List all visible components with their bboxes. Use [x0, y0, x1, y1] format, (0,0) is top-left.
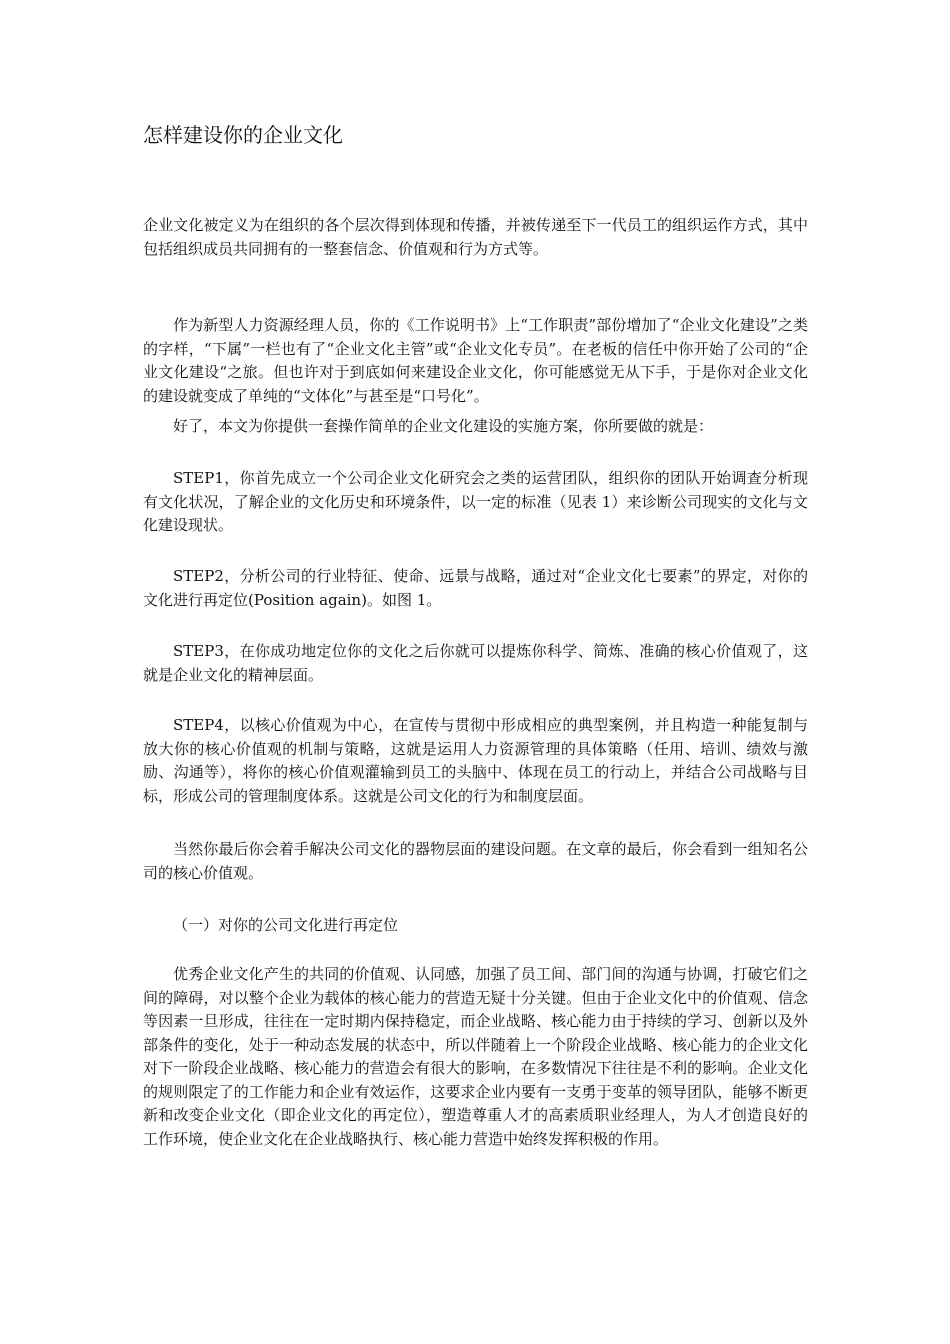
paragraph-intro: 好了，本文为你提供一套操作简单的企业文化建设的实施方案，你所要做的就是：: [173, 417, 714, 435]
document-title: 怎样建设你的企业文化: [143, 123, 343, 147]
section-heading: （一）对你的公司文化进行再定位: [173, 916, 399, 934]
paragraph-step2: STEP2，分析公司的行业特征、使命、远景与战略，通过对“企业文化七要素”的界定，对你的文化进行再定位(Position again)。如图 1。: [143, 567, 808, 609]
paragraph-conclusion: 当然你最后你会着手解决公司文化的器物层面的建设问题。在文章的最后，你会看到一组知名公司的核心价值观。: [143, 840, 808, 882]
paragraph-step3: STEP3，在你成功地定位你的文化之后你就可以提炼你科学、简炼、准确的核心价值观了，这就是企业文化的精神层面。: [143, 642, 808, 684]
paragraph-repositioning: 优秀企业文化产生的共同的价值观、认同感，加强了员工间、部门间的沟通与协调，打破它们之间的障碍，对以整个企业为载体的核心能力的营造无疑十分关键。但由于企业文化中的价值观、信念等因素一旦形成，往往在一定时期内保持稳定，而企业战略、核心能力由于持续的学习、创新以及外部条件的变化，处于一种动态发展的状态中，所以伴随着上一个阶段企业战略、核心能力的企业文化对下一阶段企业战略、核心能力的营造会有很大的影响，在多数情况下往往是不利的影响。企业文化的规则限定了的工作能力和企业有效运作，这要求企业内要有一支勇于变革的领导团队，能够不断更新和改变企业文化（即企业文化的再定位），塑造尊重人才的高素质职业经理人，为人才创造良好的工作环境，使企业文化在企业战略执行、核心能力营造中始终发挥积极的作用。: [143, 965, 808, 1148]
paragraph-step1: STEP1，你首先成立一个公司企业文化研究会之类的运营团队，组织你的团队开始调查分析现有文化状况，了解企业的文化历史和环境条件，以一定的标准（见表 1）来诊断公司现实的文化与文化建设现状。: [143, 469, 808, 534]
paragraph-step4: STEP4，以核心价值观为中心，在宣传与贯彻中形成相应的典型案例，并且构造一种能复制与放大你的核心价值观的机制与策略，这就是运用人力资源管理的具体策略（任用、培训、绩效与激励、沟通等），将你的核心价值观灌输到员工的头脑中、体现在员工的行动上，并结合公司战略与目标，形成公司的管理制度体系。这就是公司文化的行为和制度层面。: [143, 716, 808, 805]
paragraph-hr-manager: 作为新型人力资源经理人员，你的《工作说明书》上“工作职责”部份增加了“企业文化建设”之类的字样，“下属”一栏也有了“企业文化主管”或“企业文化专员”。在老板的信任中你开始了公司的“企业文化建设“之旅。但也许对于到底如何来建设企业文化，你可能感觉无从下手，于是你对企业文化的建设就变成了单纯的“文体化”与甚至是“口号化”。: [143, 316, 808, 405]
paragraph-definition: 企业文化被定义为在组织的各个层次得到体现和传播，并被传递至下一代员工的组织运作方式，其中包括组织成员共同拥有的一整套信念、价值观和行为方式等。: [143, 216, 808, 258]
